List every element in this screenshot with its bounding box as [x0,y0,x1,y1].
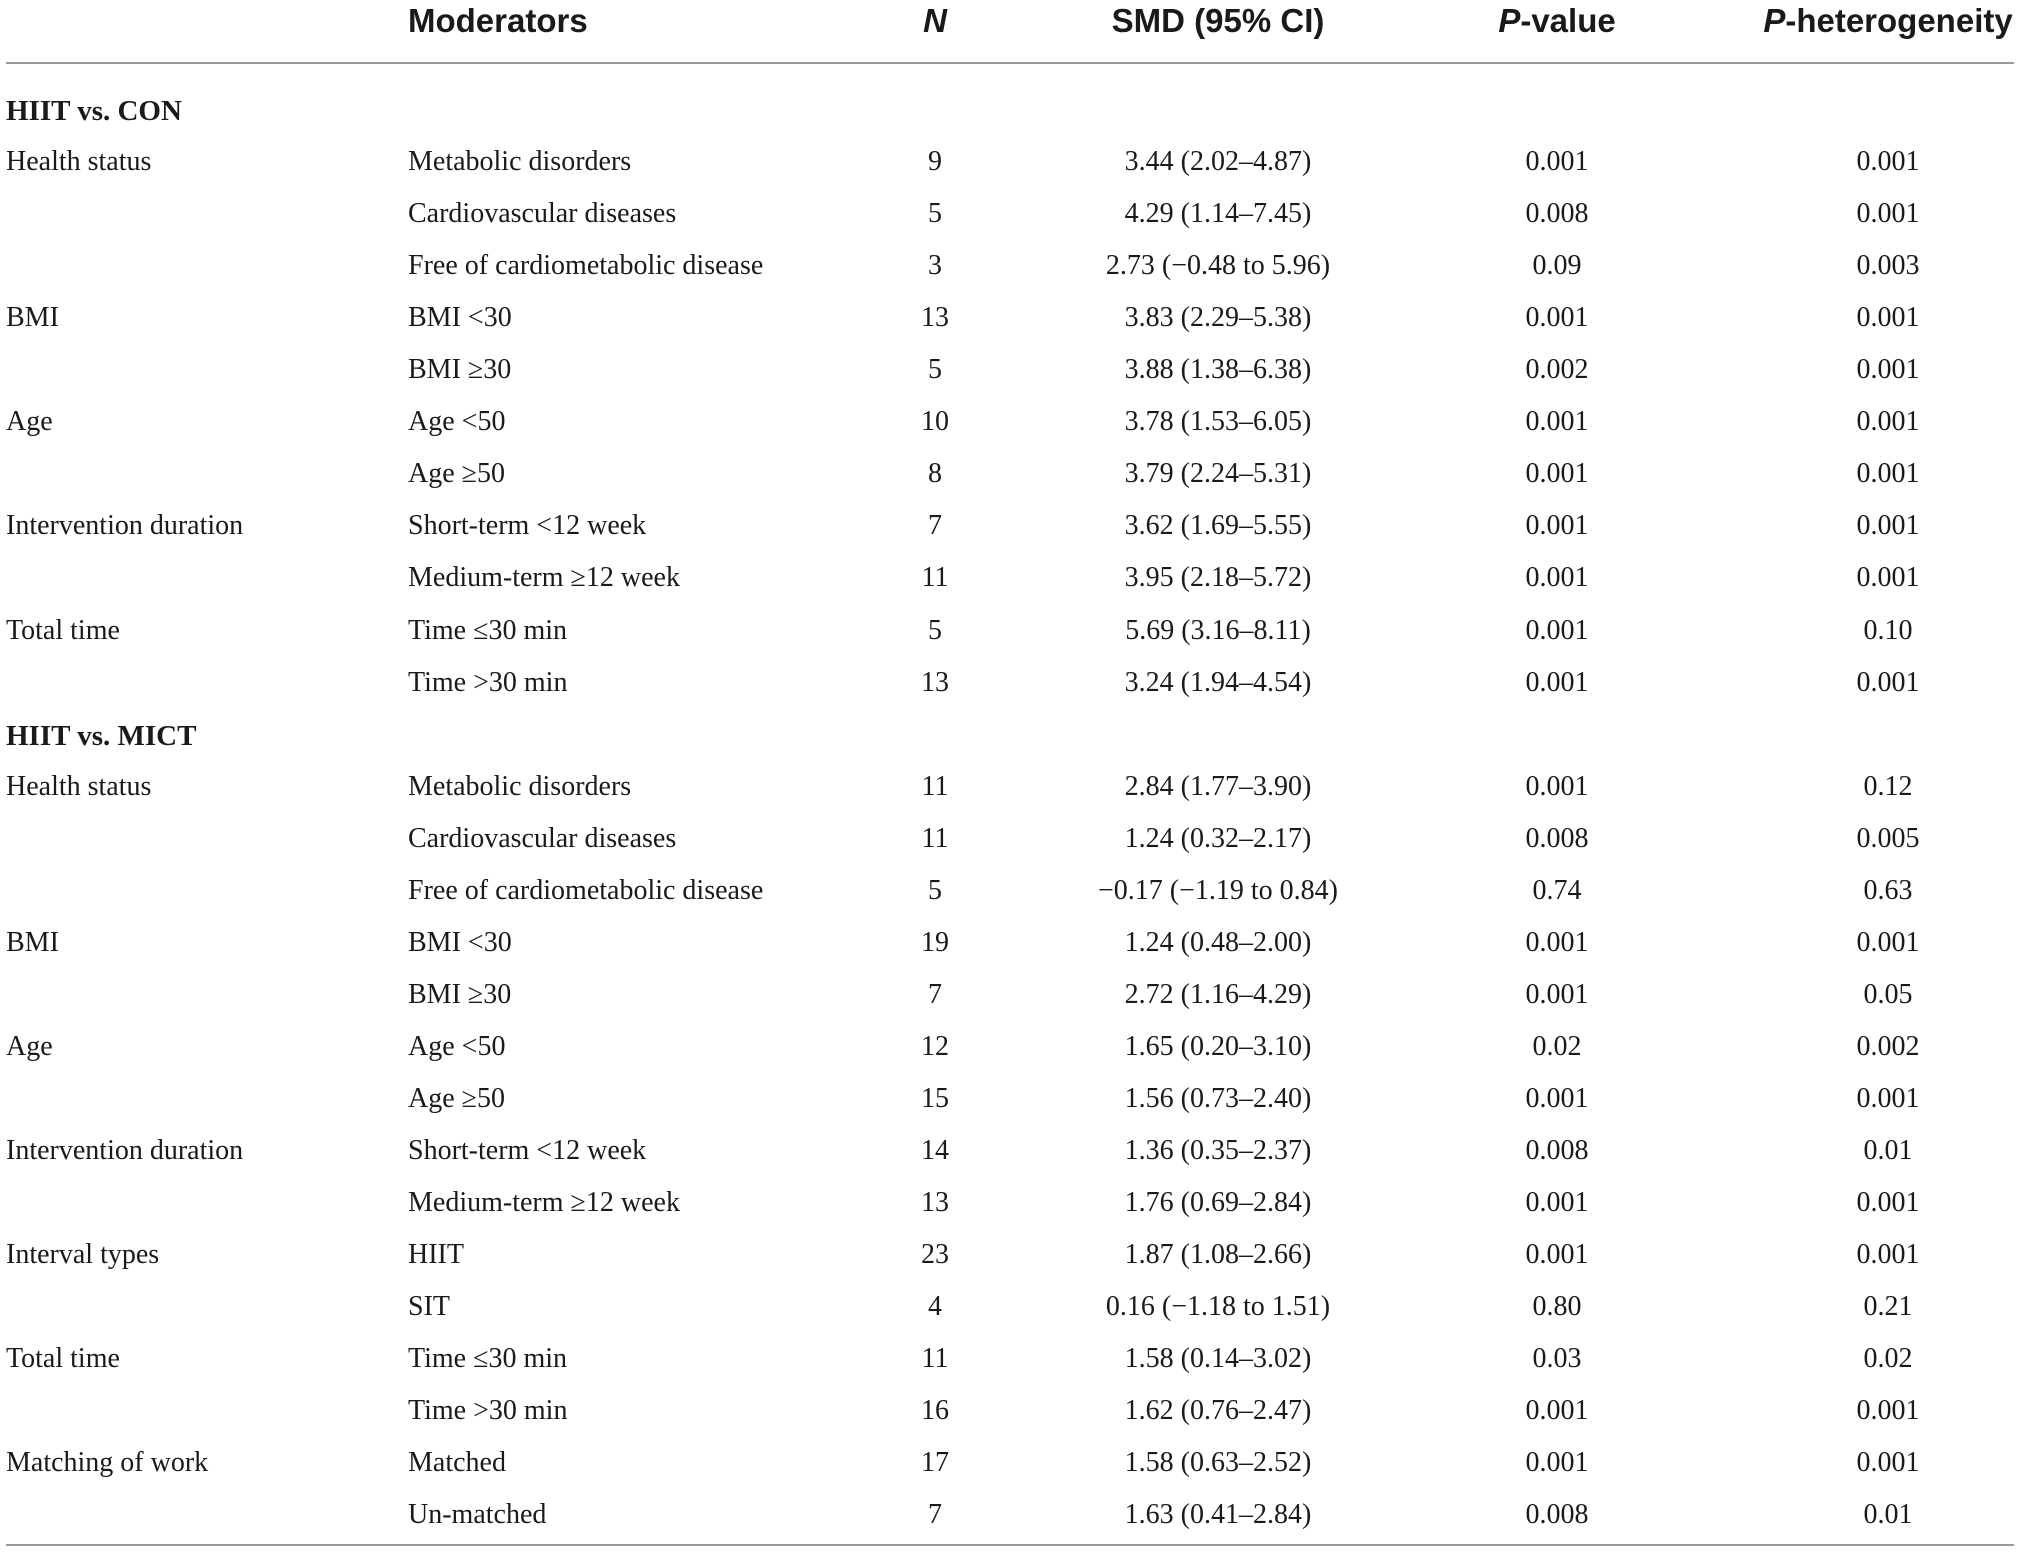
row-p-value-text: 0.008 [1525,1499,1589,1531]
row-smd-text: −0.17 (−1.19 to 0.84) [1098,874,1339,906]
row-moderator: Time >30 min [408,1395,568,1427]
row-p-value-text: 0.008 [1525,1135,1589,1166]
row-n-text: 7 [928,1499,942,1531]
row-n-text: 11 [921,1343,949,1375]
row-n-text: 7 [928,510,942,542]
table-bottom-rule [6,1544,2014,1546]
row-p-heterogeneity-text: 0.05 [1863,978,1913,1010]
row-p-heterogeneity-text: 0.001 [1856,458,1920,490]
row-smd-text: 3.95 (2.18–5.72) [1124,562,1312,594]
row-moderator: Age <50 [408,1030,506,1062]
row-n-text: 11 [921,822,949,854]
row-moderator: Free of cardiometabolic disease [408,250,764,282]
row-p-value-text: 0.001 [1525,1395,1589,1427]
row-n-text: 13 [921,1187,949,1219]
row-p-heterogeneity-text: 0.12 [1863,770,1913,802]
row-moderator: Medium-term ≥12 week [408,1187,680,1219]
row-moderator: Un-matched [408,1499,547,1531]
row-group-label: Matching of work [6,1447,209,1479]
row-moderator: Short-term <12 week [408,1135,647,1166]
row-p-value-text: 0.001 [1525,302,1589,334]
row-smd-text: 1.63 (0.41–2.84) [1124,1499,1312,1531]
row-p-heterogeneity-text: 0.001 [1856,562,1920,594]
row-p-value-text: 0.008 [1525,198,1589,230]
row-n-text: 23 [921,1239,949,1271]
row-p-heterogeneity-text: 0.001 [1856,354,1920,386]
row-moderator: Medium-term ≥12 week [408,562,680,594]
row-n-text: 11 [921,770,949,802]
row-smd-text: 1.58 (0.63–2.52) [1124,1447,1312,1479]
row-smd-text: 3.62 (1.69–5.55) [1124,510,1312,542]
row-p-value-text: 0.001 [1525,926,1589,958]
row-moderator: Metabolic disorders [408,146,632,178]
row-p-heterogeneity-text: 0.001 [1856,302,1920,334]
row-smd-text: 2.73 (−0.48 to 5.96) [1105,250,1331,282]
row-n-text: 13 [921,302,949,334]
row-moderator: Matched [408,1447,506,1479]
row-moderator: BMI <30 [408,302,512,334]
row-p-heterogeneity-text: 0.01 [1863,1135,1913,1166]
row-p-value-text: 0.008 [1525,822,1589,854]
row-p-value-text: 0.001 [1525,1082,1589,1114]
row-p-heterogeneity-text: 0.005 [1856,822,1920,854]
row-moderator: Cardiovascular diseases [408,822,677,854]
row-p-heterogeneity-text: 0.10 [1863,614,1913,646]
row-group-label: Total time [6,614,120,646]
table-top-rule [6,62,2014,64]
row-n-text: 12 [921,1030,949,1062]
row-group-label: Health status [6,146,152,178]
row-n-text: 14 [921,1135,949,1166]
row-group-label: Intervention duration [6,1135,244,1166]
row-p-value-text: 0.002 [1525,354,1589,386]
row-n-text: 7 [928,978,942,1010]
row-p-value-text: 0.03 [1532,1343,1582,1375]
row-p-heterogeneity-text: 0.001 [1856,1395,1920,1427]
row-n-text: 3 [928,250,942,282]
row-p-heterogeneity-text: 0.003 [1856,250,1920,282]
row-p-heterogeneity-text: 0.01 [1863,1499,1913,1531]
row-n-text: 13 [921,666,949,698]
row-group-label: Interval types [6,1239,160,1271]
row-smd-text: 1.36 (0.35–2.37) [1124,1135,1312,1166]
row-moderator: Age ≥50 [408,1082,506,1114]
row-smd-text: 0.16 (−1.18 to 1.51) [1105,1291,1331,1323]
row-p-value-text: 0.80 [1532,1291,1582,1323]
row-n-text: 5 [928,198,942,230]
row-moderator: HIIT [408,1239,464,1271]
row-group-label: BMI [6,302,59,334]
row-n-text: 4 [928,1291,942,1323]
row-p-value-text: 0.001 [1525,614,1589,646]
row-smd-text: 1.24 (0.48–2.00) [1124,926,1312,958]
row-smd-text: 1.56 (0.73–2.40) [1124,1082,1312,1114]
row-p-value-text: 0.001 [1525,770,1589,802]
row-p-value-text: 0.001 [1525,562,1589,594]
row-moderator: BMI ≥30 [408,978,512,1010]
row-moderator: SIT [408,1291,450,1323]
header-n-label: N [923,2,947,39]
row-p-value-text: 0.02 [1532,1030,1582,1062]
row-smd-text: 4.29 (1.14–7.45) [1124,198,1312,230]
row-p-value-text: 0.001 [1525,406,1589,438]
row-p-heterogeneity-text: 0.001 [1856,1082,1920,1114]
row-p-heterogeneity-text: 0.001 [1856,1187,1920,1219]
row-smd-text: 3.88 (1.38–6.38) [1124,354,1312,386]
row-p-heterogeneity-text: 0.001 [1856,1447,1920,1479]
row-n-text: 19 [921,926,949,958]
row-p-heterogeneity-text: 0.001 [1856,146,1920,178]
row-moderator: BMI <30 [408,926,512,958]
row-moderator: Metabolic disorders [408,770,632,802]
row-p-heterogeneity-text: 0.63 [1863,874,1913,906]
row-smd-text: 3.44 (2.02–4.87) [1124,146,1312,178]
row-group-label: Age [6,1030,53,1062]
header-p-italic: P [1498,2,1521,39]
row-n-text: 5 [928,614,942,646]
row-smd-text: 1.24 (0.32–2.17) [1124,822,1312,854]
row-p-value-text: 0.001 [1525,1187,1589,1219]
row-group-label: BMI [6,926,59,958]
row-p-heterogeneity-text: 0.001 [1856,1239,1920,1271]
row-n-text: 17 [921,1447,949,1479]
row-smd-text: 2.72 (1.16–4.29) [1124,978,1312,1010]
row-p-heterogeneity-text: 0.21 [1863,1291,1913,1323]
row-moderator: Free of cardiometabolic disease [408,874,764,906]
row-moderator: Time ≤30 min [408,614,568,646]
header-phet-italic: P [1763,2,1786,39]
row-group-label: Total time [6,1343,120,1375]
row-moderator: Cardiovascular diseases [408,198,677,230]
row-smd-text: 1.65 (0.20–3.10) [1124,1030,1312,1062]
row-moderator: BMI ≥30 [408,354,512,386]
row-smd-text: 3.24 (1.94–4.54) [1124,666,1312,698]
row-p-heterogeneity-text: 0.02 [1863,1343,1913,1375]
row-smd-text: 1.58 (0.14–3.02) [1124,1343,1312,1375]
row-p-value-text: 0.001 [1525,666,1589,698]
row-n-text: 9 [928,146,942,178]
header-smd-label: SMD (95% CI) [1111,2,1325,39]
header-phet-rest: -heterogeneity [1785,2,2013,39]
row-p-heterogeneity-text: 0.002 [1856,1030,1920,1062]
row-p-value-text: 0.001 [1525,1239,1589,1271]
row-moderator: Age <50 [408,406,506,438]
row-n-text: 10 [921,406,949,438]
row-smd-text: 1.87 (1.08–2.66) [1124,1239,1312,1271]
row-n-text: 11 [921,562,949,594]
row-moderator: Time >30 min [408,666,568,698]
row-group-label: Health status [6,770,152,802]
row-p-heterogeneity-text: 0.001 [1856,926,1920,958]
row-smd-text: 3.79 (2.24–5.31) [1124,458,1312,490]
row-p-heterogeneity-text: 0.001 [1856,510,1920,542]
header-moderators: Moderators [408,2,588,39]
row-n-text: 5 [928,874,942,906]
row-p-value-text: 0.001 [1525,1447,1589,1479]
row-p-value-text: 0.001 [1525,510,1589,542]
row-smd-text: 1.62 (0.76–2.47) [1124,1395,1312,1427]
row-n-text: 8 [928,458,942,490]
row-p-heterogeneity-text: 0.001 [1856,666,1920,698]
header-p-rest: -value [1520,2,1616,39]
row-p-value-text: 0.09 [1532,250,1582,282]
row-p-heterogeneity-text: 0.001 [1856,406,1920,438]
section-title: HIIT vs. CON [6,95,182,127]
row-moderator: Time ≤30 min [408,1343,568,1375]
row-p-value-text: 0.001 [1525,978,1589,1010]
row-n-text: 5 [928,354,942,386]
row-p-value-text: 0.74 [1532,874,1582,906]
row-group-label: Age [6,406,53,438]
row-smd-text: 5.69 (3.16–8.11) [1125,614,1311,646]
row-p-value-text: 0.001 [1525,146,1589,178]
row-smd-text: 3.78 (1.53–6.05) [1124,406,1312,438]
row-smd-text: 3.83 (2.29–5.38) [1124,302,1312,334]
row-smd-text: 1.76 (0.69–2.84) [1124,1187,1312,1219]
row-p-heterogeneity-text: 0.001 [1856,198,1920,230]
row-moderator: Age ≥50 [408,458,506,490]
row-moderator: Short-term <12 week [408,510,647,542]
section-title: HIIT vs. MICT [6,719,197,752]
row-n-text: 15 [921,1082,949,1114]
row-n-text: 16 [921,1395,949,1427]
row-group-label: Intervention duration [6,510,244,542]
row-smd-text: 2.84 (1.77–3.90) [1124,770,1312,802]
row-p-value-text: 0.001 [1525,458,1589,490]
